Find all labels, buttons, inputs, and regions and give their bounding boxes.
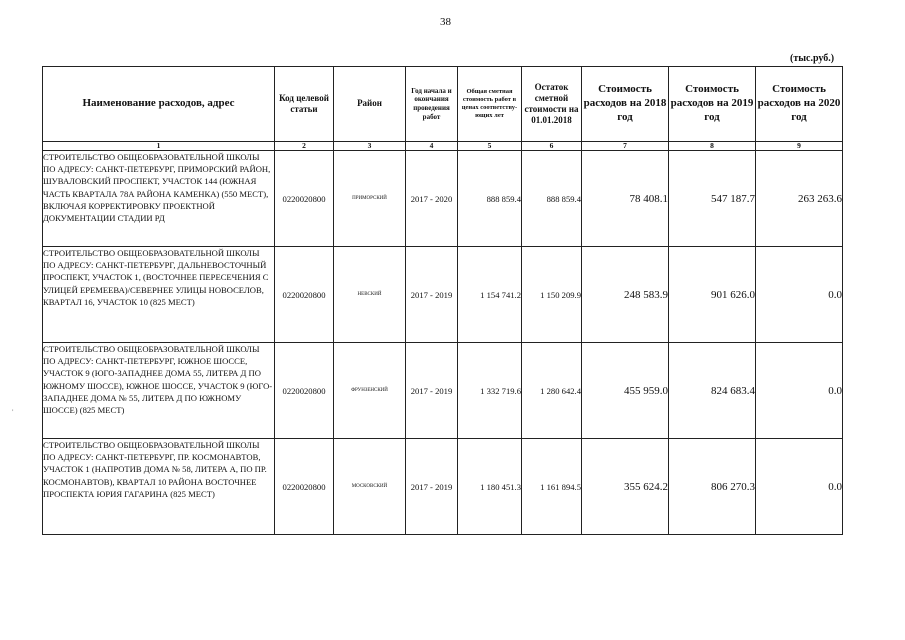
cost-2019: 547 187.7: [669, 151, 756, 247]
column-number: 5: [458, 142, 522, 151]
district: ПРИМОРСКИЙ: [334, 151, 406, 247]
cost-2019: 824 683.4: [669, 343, 756, 439]
expense-name: СТРОИТЕЛЬСТВО ОБЩЕОБРАЗОВАТЕЛЬНОЙ ШКОЛЫ ПО АДРЕСУ: САНКТ-ПЕТЕРБУРГ, ПРИМОРСКИЙ РАЙОН, ШУВАЛОВСКИЙ ПРОСПЕКТ, УЧАСТОК 144 (ЮЖНАЯ ЧАСТЬ КВАРТАЛА 78А РАЙОНА КАМЕНКА) (550 МЕСТ), ВКЛЮЧАЯ КОРРЕКТИРОВКУ ПРОЕКТНОЙ ДОКУМЕНТАЦИИ СТАДИИ РД: [43, 151, 275, 247]
remaining-cost: 1 150 209.9: [522, 247, 582, 343]
page-number: 38: [440, 16, 451, 28]
cost-2020: 0.0: [756, 343, 843, 439]
district: ФРУНЗЕНСКИЙ: [334, 343, 406, 439]
units-label: (тыс.руб.): [790, 53, 835, 64]
total-cost: 888 859.4: [458, 151, 522, 247]
district: НЕВСКИЙ: [334, 247, 406, 343]
cost-2018: 248 583.9: [582, 247, 669, 343]
column-number: 6: [522, 142, 582, 151]
table-row: [43, 439, 843, 535]
cost-2018: 78 408.1: [582, 151, 669, 247]
work-years: 2017 - 2019: [406, 439, 458, 535]
column-number: 1: [43, 142, 275, 151]
header-total-cost: Общая сметная стоимость работ в ценах соответству-ющих лет: [458, 67, 522, 142]
header-cost-2018: Стоимость расходов на 2018 год: [582, 67, 669, 142]
cost-2018: 355 624.2: [582, 439, 669, 535]
remaining-cost: 1 161 894.5: [522, 439, 582, 535]
work-years: 2017 - 2019: [406, 247, 458, 343]
header-name: Наименование расходов, адрес: [43, 67, 275, 142]
cost-2018: 455 959.0: [582, 343, 669, 439]
header-cost-2019: Стоимость расходов на 2019 год: [669, 67, 756, 142]
header-remaining: Остаток сметной стоимости на 01.01.2018: [522, 67, 582, 142]
header-years: Год начала и окончания проведения работ: [406, 67, 458, 142]
budget-table: [42, 66, 843, 535]
header-cost-2020: Стоимость расходов на 2020 год: [756, 67, 843, 142]
remaining-cost: 1 280 642.4: [522, 343, 582, 439]
column-number: 7: [582, 142, 669, 151]
remaining-cost: 888 859.4: [522, 151, 582, 247]
target-code: 0220020800: [275, 151, 334, 247]
cost-2019: 901 626.0: [669, 247, 756, 343]
column-number: 2: [275, 142, 334, 151]
expense-name: СТРОИТЕЛЬСТВО ОБЩЕОБРАЗОВАТЕЛЬНОЙ ШКОЛЫ ПО АДРЕСУ: САНКТ-ПЕТЕРБУРГ, ЮЖНОЕ ШОССЕ, УЧАСТОК 9 (ЮГО-ЗАПАДНЕЕ ДОМА 55, ЛИТЕРА Д ПО ЮЖНОМУ ШОССЕ), ЮЖНОЕ ШОССЕ, УЧАСТОК 9 (ЮГО-ЗАПАДНЕЕ ДОМА № 55, ЛИТЕРА Д ПО ЮЖНОМУ ШОССЕ) (825 МЕСТ): [43, 343, 275, 439]
total-cost: 1 180 451.3: [458, 439, 522, 535]
header-row: [43, 67, 843, 142]
cost-2020: 0.0: [756, 247, 843, 343]
edge-mark: ,: [12, 406, 14, 412]
total-cost: 1 332 719.6: [458, 343, 522, 439]
header-code: Код целевой статьи: [275, 67, 334, 142]
expense-name: СТРОИТЕЛЬСТВО ОБЩЕОБРАЗОВАТЕЛЬНОЙ ШКОЛЫ ПО АДРЕСУ: САНКТ-ПЕТЕРБУРГ, ПР. КОСМОНАВТОВ, УЧАСТОК 1 (НАПРОТИВ ДОМА № 58, ЛИТЕРА А, ПО ПР. КОСМОНАВТОВ), КВАРТАЛ 10 РАЙОНА ВОСТОЧНЕЕ ПРОСПЕКТА ЮРИЯ ГАГАРИНА (825 МЕСТ): [43, 439, 275, 535]
total-cost: 1 154 741.2: [458, 247, 522, 343]
column-number: 3: [334, 142, 406, 151]
expense-name: СТРОИТЕЛЬСТВО ОБЩЕОБРАЗОВАТЕЛЬНОЙ ШКОЛЫ ПО АДРЕСУ: САНКТ-ПЕТЕРБУРГ, ДАЛЬНЕВОСТОЧНЫЙ ПРОСПЕКТ, УЧАСТОК 1, (ВОСТОЧНЕЕ ПЕРЕСЕЧЕНИЯ С УЛИЦЕЙ ЕРЕМЕЕВА)/СЕВЕРНЕЕ УЛИЦЫ НОВОСЕЛОВ, КВАРТАЛ 16, УЧАСТОК 10 (825 МЕСТ): [43, 247, 275, 343]
column-number: 4: [406, 142, 458, 151]
target-code: 0220020800: [275, 343, 334, 439]
cost-2020: 263 263.6: [756, 151, 843, 247]
table-row: [43, 343, 843, 439]
column-number-row: [43, 142, 843, 151]
header-district: Район: [334, 67, 406, 142]
table-row: [43, 151, 843, 247]
cost-2020: 0.0: [756, 439, 843, 535]
district: МОСКОВСКИЙ: [334, 439, 406, 535]
table-row: [43, 247, 843, 343]
target-code: 0220020800: [275, 247, 334, 343]
target-code: 0220020800: [275, 439, 334, 535]
work-years: 2017 - 2019: [406, 343, 458, 439]
cost-2019: 806 270.3: [669, 439, 756, 535]
work-years: 2017 - 2020: [406, 151, 458, 247]
column-number: 8: [669, 142, 756, 151]
column-number: 9: [756, 142, 843, 151]
